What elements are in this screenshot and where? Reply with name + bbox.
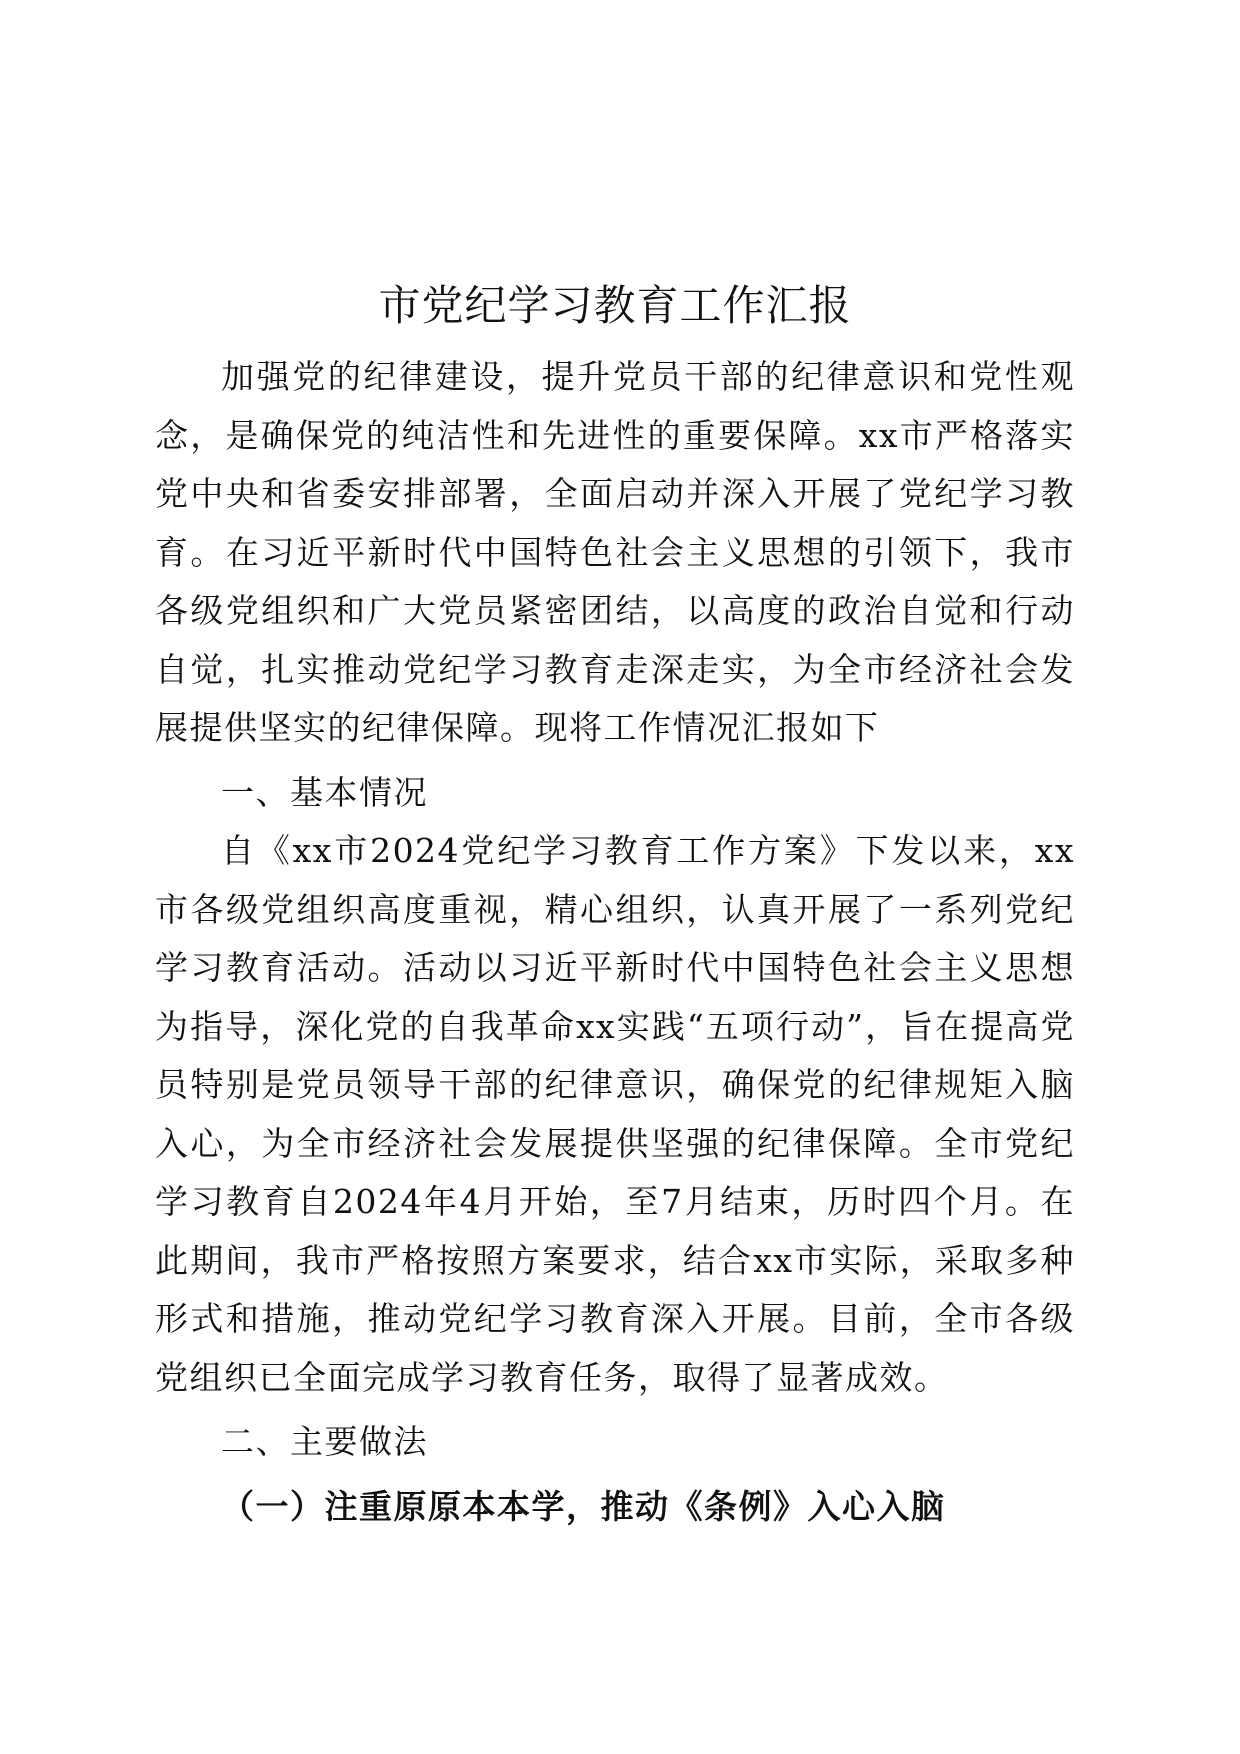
subsection-heading-study-regulations: （一）注重原原本本学，推动《条例》入心入脑 xyxy=(221,1486,946,1526)
intro-paragraph: 加强党的纪律建设，提升党员干部的纪律意识和党性观念，是确保党的纯洁性和先进性的重要保障。xx市严格落实党中央和省委安排部署，全面启动并深入开展了党纪学习教育。在习近平新时代中国特色社会主义思想的引领下，我市各级党组织和广大党员紧密团结，以高度的政治自觉和行动自觉，扎实推动党纪学习教育走深走实，为全市经济社会发展提供坚实的纪律保障。现将工作情况汇报如下 xyxy=(155,357,1075,747)
document-body xyxy=(155,270,1075,1536)
section-heading-main-practices: 二、主要做法 xyxy=(221,1422,428,1461)
document-title: 市党纪学习教育工作汇报 xyxy=(378,281,852,330)
section-heading-basic-situation: 一、基本情况 xyxy=(221,772,428,812)
section-basic-situation-paragraph: 自《xx市2024党纪学习教育工作方案》下发以来，xx市各级党组织高度重视，精心组织，认真开展了一系列党纪学习教育活动。活动以习近平新时代中国特色社会主义思想为指导，深化党的自我革命xx实践“五项行动”，旨在提高党员特别是党员领导干部的纪律意识，确保党的纪律规矩入脑入心，为全市经济社会发展提供坚强的纪律保障。全市党纪学习教育自2024年4月开始，至7月结束，历时四个月。在此期间，我市严格按照方案要求，结合xx市实际，采取多种形式和措施，推动党纪学习教育深入开展。目前，全市各级党组织已全面完成学习教育任务，取得了显著成效。 xyxy=(155,831,1075,1397)
